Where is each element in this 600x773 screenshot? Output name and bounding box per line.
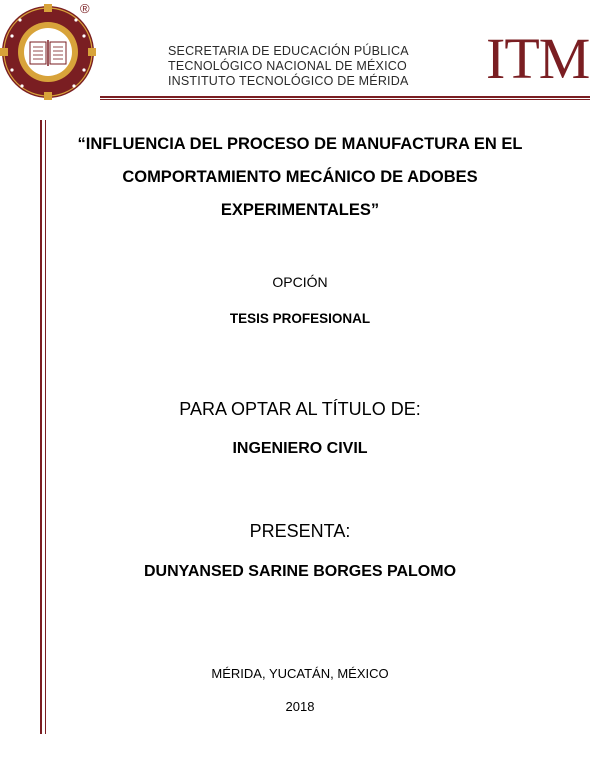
institution-header: [168, 44, 409, 89]
header-line-sep: SECRETARIA DE EDUCACIÓN PÚBLICA: [168, 44, 409, 58]
left-margin-rule: [40, 120, 42, 734]
registered-trademark-mark: ®: [80, 1, 90, 16]
place-line: MÉRIDA, YUCATÁN, MÉXICO: [211, 666, 389, 681]
option-label: OPCIÓN: [272, 274, 328, 290]
year-line: 2018: [285, 699, 315, 714]
header-line-itm: INSTITUTO TECNOLÓGICO DE MÉRIDA: [168, 74, 409, 88]
presenter-label: PRESENTA:: [249, 521, 351, 541]
author-name: DUNYANSED SARINE BORGES PALOMO: [143, 563, 457, 580]
title-line-2: COMPORTAMIENTO MECÁNICO DE ADOBES: [122, 168, 478, 186]
thesis-title: [60, 128, 540, 227]
degree-label: PARA OPTAR AL TÍTULO DE:: [179, 399, 421, 419]
header-divider: [100, 96, 590, 100]
itm-logo: ITM: [486, 26, 590, 91]
title-line-3: EXPERIMENTALES”: [220, 201, 380, 219]
header-line-tecnm: TECNOLÓGICO NACIONAL DE MÉXICO: [168, 59, 407, 73]
left-margin-rule-inner: [45, 120, 46, 734]
title-line-1: “INFLUENCIA DEL PROCESO DE MANUFACTURA EN EL: [77, 135, 523, 153]
degree-value: INGENIERO CIVIL: [232, 440, 368, 457]
option-value: TESIS PROFESIONAL: [229, 311, 371, 326]
